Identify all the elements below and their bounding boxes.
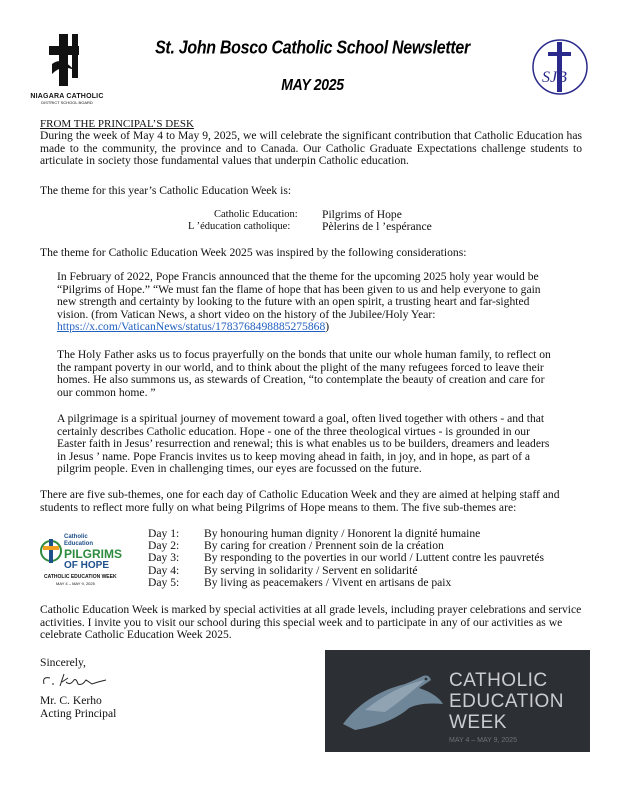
pilgrimage-paragraph: A pilgrimage is a spiritual journey of movement toward a goal, often lived together with others - and that certainly describes Catholic education. Hope - one of the three theological virtues - is grounded in our Easter faith in Jesus’ resurrection and renewal; this is what enables us to be builders, dreamers and leaders in Jesus ’ name. Pope Francis invites us to keep moving ahead in faith, in joy, and in hope, as part of a pilgrim people. Even in challenging times, our eyes are focussed on the future. <box>57 412 550 476</box>
holy-father-paragraph: The Holy Father asks us to focus prayerfully on the bonds that unite our whole human family, to reflect on the rampant poverty in our world, and to think about the plight of the many refugees forced to leave their homes. He also summons us, as stewards of Creation, “to contemplate the beauty of creation and care for our common home. ” <box>57 348 551 399</box>
cew-dates: MAY 4 – MAY 9, 2025 <box>449 737 517 744</box>
pilgrims-caption: CATHOLIC EDUCATION WEEK <box>44 574 117 580</box>
pilgrims-line4: OF HOPE <box>64 560 110 571</box>
inspired-line: The theme for Catholic Education Week 2025 was inspired by the following considerations: <box>40 246 467 259</box>
cew-banner <box>325 650 590 752</box>
vatican-news-link[interactable]: https://x.com/VaticanNews/status/1783768498885275868 <box>57 320 326 334</box>
theme-english-label: Catholic Education: <box>214 209 298 220</box>
signature-name: Mr. C. Kerho <box>40 694 102 707</box>
cross-logo-icon <box>22 30 112 90</box>
cew-line1: CATHOLIC <box>449 670 548 691</box>
cew-line2: EDUCATION <box>449 691 564 712</box>
day-label: Day 3: <box>148 551 180 565</box>
pilgrims-line3: PILGRIMS <box>64 547 123 561</box>
theme-french-value: Pèlerins de l ’espérance <box>322 220 432 233</box>
pope-francis-text: In February of 2022, Pope Francis announced that the theme for the upcoming 2025 holy year would be “Pilgrims of Hope.” “We must fan the flame of hope that has been given to us and help everyone to gain new strength and certainty by looking to the future with an open spirit, a trusting heart and far-sighted vision. (from Vatican News, a short video on the history of the Jubilee/Holy Year: <box>57 270 541 321</box>
sjb-letters: SJB <box>542 69 567 86</box>
theme-french-label: L ’éducation catholique: <box>188 221 291 232</box>
day-text: By living as peacemakers / Vivent en artisans de paix <box>204 575 452 589</box>
bird-icon <box>325 650 465 752</box>
day-label: Day 5: <box>148 575 180 589</box>
closing-paragraph: Catholic Education Week is marked by special activities at all grade levels, including prayer celebrations and service activities. I invite you to visit our school during this special week and to participate in any of our activities as we celebrate Catholic Education Week 2025. <box>40 603 582 642</box>
theme-english-value: Pilgrims of Hope <box>322 208 402 221</box>
day-text: By honouring human dignity / Honorent la dignité humaine <box>204 527 481 540</box>
intro-paragraph: During the week of May 4 to May 9, 2025, we will celebrate the significant contribution that Catholic Education has made to the community, the province and to Canada. Our Catholic Graduate Expectations challenge students to articulate in society those fundamental values that underpin Catholic education. <box>40 129 582 168</box>
day-text: By caring for creation / Prennent soin de la création <box>204 539 444 553</box>
subthemes-list <box>148 528 544 589</box>
day-label: Day 4: <box>148 563 180 577</box>
niagara-logo-subtext: DISTRICT SCHOOL BOARD <box>41 100 93 105</box>
pilgrims-cross-icon <box>40 536 62 566</box>
newsletter-month: MAY 2025 <box>281 74 344 94</box>
list-item <box>148 577 544 589</box>
day-text: By serving in solidarity / Servent en solidarité <box>204 563 418 577</box>
pilgrims-line2: Education <box>64 541 94 547</box>
sjb-logo <box>530 34 590 100</box>
sincerely: Sincerely, <box>40 656 86 669</box>
pilgrims-of-hope-logo <box>40 532 144 588</box>
list-item <box>148 552 544 564</box>
pope-francis-close: ) <box>325 320 330 334</box>
cew-line3: WEEK <box>449 712 507 733</box>
day-text: By responding to the poverties in our world / Luttent contre les pauvretés <box>204 551 545 565</box>
subthemes-intro: There are five sub-themes, one for each day of Catholic Education Week and they are aimed at helping staff and students to reflect more fully on what being Pilgrims of Hope means to them. The five sub-themes are: <box>40 488 560 514</box>
day-label: Day 2: <box>148 539 180 553</box>
principal-desk-heading: FROM THE PRINCIPAL’S DESK <box>40 118 194 130</box>
signature-role: Acting Principal <box>40 707 117 720</box>
pope-francis-paragraph <box>57 271 557 334</box>
theme-intro: The theme for this year’s Catholic Education Week is: <box>40 184 292 197</box>
day-label: Day 1: <box>148 527 180 540</box>
sjb-crest-icon <box>530 34 590 100</box>
niagara-catholic-logo <box>22 30 112 106</box>
signature-icon <box>40 670 110 692</box>
pilgrims-line1: Catholic <box>64 534 88 540</box>
list-item <box>148 565 544 577</box>
newsletter-title: St. John Bosco Catholic School Newsletter <box>155 38 470 59</box>
niagara-logo-text: NIAGARA CATHOLIC <box>30 93 104 100</box>
pilgrims-dates: MAY 4 – MAY 9, 2025 <box>56 581 95 586</box>
